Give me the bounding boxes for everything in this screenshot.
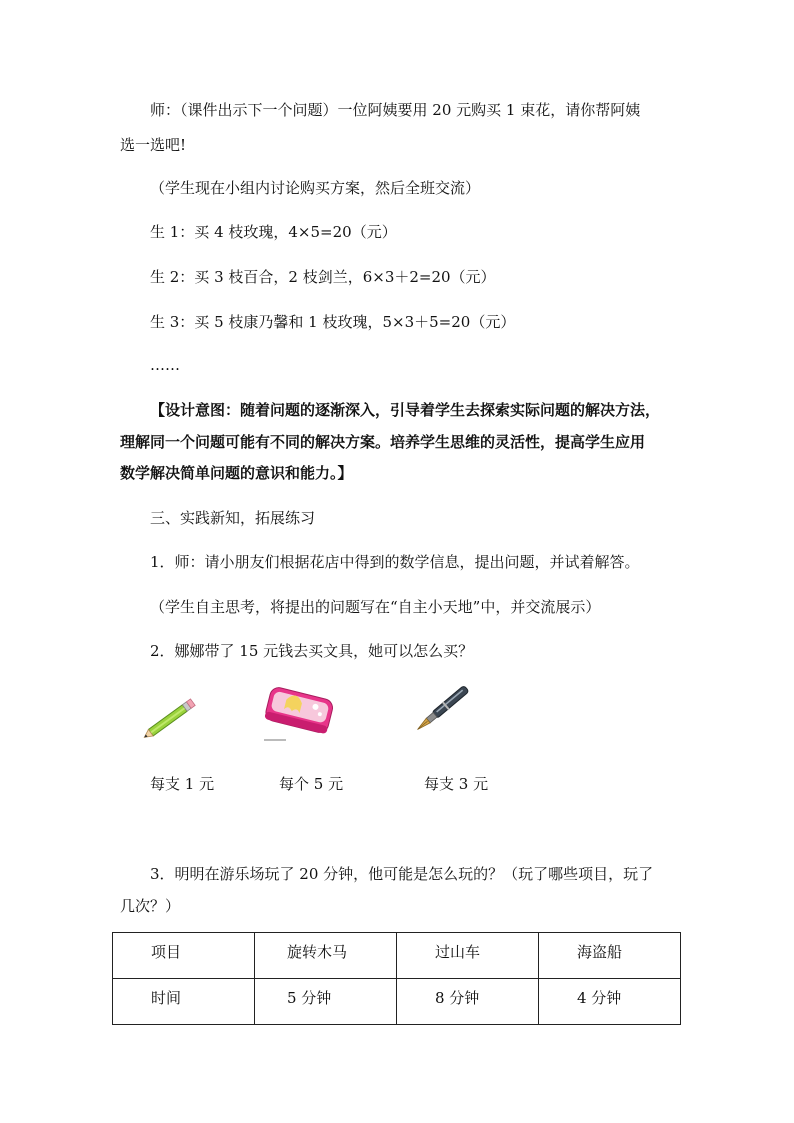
student-answer-1: 生 1：买 4 枝玫瑰，4×5=20（元） (150, 223, 397, 241)
header-roller-coaster: 过山车 (435, 943, 481, 961)
table-cell (113, 979, 255, 1025)
table-cell (397, 933, 539, 979)
student-discussion-note: （学生现在小组内讨论购买方案，然后全班交流） (150, 179, 481, 197)
table-cell (255, 933, 397, 979)
question-1-note: （学生自主思考，将提出的问题写在“自主小天地”中，并交流展示） (150, 598, 601, 616)
fountain-pen-price: 每支 3 元 (424, 775, 489, 793)
dialogue-teacher-line1: 师：（课件出示下一个问题）一位阿姨要用 20 元购买 1 束花，请你帮阿姨 (150, 101, 641, 119)
pencil-icon (140, 695, 202, 745)
design-intent-line1: 【设计意图：随着问题的逐渐深入，引导着学生去探索实际问题的解决方法， (150, 401, 661, 419)
design-intent-line3: 数学解决简单问题的意识和能力。】 (120, 464, 353, 482)
pencil-price: 每支 1 元 (150, 775, 215, 793)
table-cell (397, 979, 539, 1025)
question-2: 2．娜娜带了 15 元钱去买文具，她可以怎么买？ (150, 642, 474, 660)
carousel-time: 5 分钟 (287, 989, 332, 1007)
table-row (113, 933, 681, 979)
table-cell (255, 979, 397, 1025)
question-3-line2: 几次？） (120, 897, 181, 915)
table-cell (539, 933, 681, 979)
fountain-pen-icon (406, 678, 478, 744)
header-item: 项目 (151, 943, 182, 961)
row-label-time: 时间 (151, 989, 182, 1007)
student-answer-3: 生 3：买 5 枝康乃馨和 1 枝玫瑰，5×3＋5=20（元） (150, 313, 516, 331)
pirate-ship-time: 4 分钟 (577, 989, 622, 1007)
dialogue-teacher-line2: 选一选吧! (120, 136, 187, 154)
question-1: 1．师：请小朋友们根据花店中得到的数学信息，提出问题，并试着解答。 (150, 553, 640, 571)
table-cell (539, 979, 681, 1025)
header-carousel: 旋转木马 (287, 943, 348, 961)
student-answer-2: 生 2：买 3 枝百合，2 枝剑兰，6×3＋2=20（元） (150, 268, 496, 286)
table-cell (113, 933, 255, 979)
table-row (113, 979, 681, 1025)
pencil-case-icon (262, 683, 336, 749)
ride-time-table (112, 932, 681, 1025)
pencil-case-price: 每个 5 元 (279, 775, 344, 793)
header-pirate-ship: 海盗船 (577, 943, 623, 961)
section-heading: 三、实践新知，拓展练习 (150, 509, 316, 527)
roller-coaster-time: 8 分钟 (435, 989, 480, 1007)
design-intent-line2: 理解同一个问题可能有不同的解决方案。培养学生思维的灵活性，提高学生应用 (120, 433, 646, 451)
question-3-line1: 3．明明在游乐场玩了 20 分钟，他可能是怎么玩的？（玩了哪些项目，玩了 (150, 865, 654, 883)
ellipsis: …… (150, 356, 180, 374)
